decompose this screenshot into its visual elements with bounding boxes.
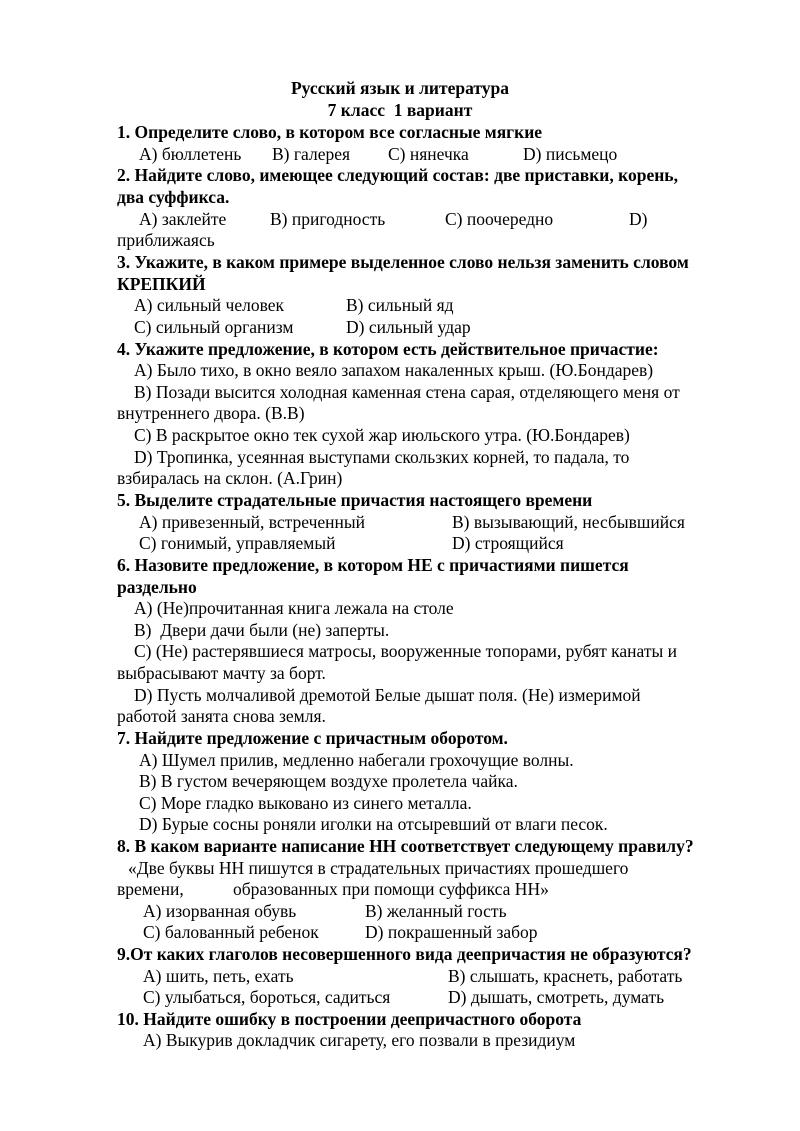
q7-option-c: С) Море гладко выковано из синего металла. xyxy=(139,793,472,813)
question-6-line-2: раздельно xyxy=(117,577,197,597)
q3-option-c: С) сильный организм xyxy=(134,317,294,337)
question-3-line-2: КРЕПКИЙ xyxy=(117,274,206,294)
q6-option-a: А) (Не)прочитанная книга лежала на столе xyxy=(134,598,454,618)
q9-option-b: В) слышать, краснеть, работать xyxy=(448,966,683,986)
question-5: 5. Выделите страдательные причастия настоящего времени xyxy=(117,490,593,510)
q7-option-a: А) Шумел прилив, медленно набегали грохочущие волны. xyxy=(139,750,574,770)
question-2-line-1: 2. Найдите слово, имеющее следующий состав: две приставки, корень, xyxy=(117,165,678,185)
q6-option-d: D) Пусть молчаливой дремотой Белые дышат поля. (Не) измеримой xyxy=(134,685,641,705)
question-10: 10. Найдите ошибку в построении деепричастного оборота xyxy=(117,1009,582,1029)
q6-option-c-continued: выбрасывают мачту за борт. xyxy=(117,663,326,683)
page-title: Русский язык и литература xyxy=(290,78,510,98)
q4-option-d-continued: взбиралась на склон. (А.Грин) xyxy=(117,468,343,488)
q10-option-a: А) Выкурив докладчик сигарету, его позвали в президиум xyxy=(143,1030,576,1050)
question-7: 7. Найдите предложение с причастным оборотом. xyxy=(117,728,508,748)
question-4: 4. Укажите предложение, в котором есть действительное причастие: xyxy=(117,339,659,359)
q4-option-c: С) В раскрытое окно тек сухой жар июльского утра. (Ю.Бондарев) xyxy=(134,425,630,445)
q3-option-a: А) сильный человек xyxy=(134,295,285,315)
q5-option-d: D) строящийся xyxy=(452,533,564,553)
q9-option-a: А) шить, петь, ехать xyxy=(143,966,294,986)
q6-option-b: В) Двери дачи были (не) заперты. xyxy=(134,620,390,640)
q4-option-d: D) Тропинка, усеянная выступами скользких корней, то падала, то xyxy=(134,447,630,467)
q8-option-c: С) балованный ребенок xyxy=(143,922,319,942)
q8-rule-line-2b: образованных при помощи суффикса НН» xyxy=(233,879,549,899)
q9-option-c: С) улыбаться, бороться, садиться xyxy=(143,987,391,1007)
q4-option-b: В) Позади высится холодная каменная стена сарая, отделяющего меня от xyxy=(134,382,680,402)
q8-option-b: В) желанный гость xyxy=(365,901,507,921)
question-3-line-1: 3. Укажите, в каком примере выделенное слово нельзя заменить словом xyxy=(117,252,689,272)
q7-option-b: В) В густом вечеряющем воздухе пролетела чайка. xyxy=(139,771,518,791)
q1-option-b: В) галерея xyxy=(272,144,351,164)
q2-option-a: А) заклейте xyxy=(139,209,227,229)
q5-option-b: В) вызывающий, несбывшийся xyxy=(452,512,685,532)
q2-option-b: В) пригодность xyxy=(270,209,386,229)
q8-option-d: D) покрашенный забор xyxy=(365,922,538,942)
q3-option-d: D) сильный удар xyxy=(346,317,471,337)
q5-option-a: А) привезенный, встреченный xyxy=(139,512,366,532)
q9-option-d: D) дышать, смотреть, думать xyxy=(448,987,665,1007)
q8-option-a: А) изорванная обувь xyxy=(143,901,297,921)
question-9: 9.От каких глаголов несовершенного вида деепричастия не образуются? xyxy=(117,944,692,964)
q3-option-b: В) сильный яд xyxy=(346,295,454,315)
q2-option-d-continued: приближаясь xyxy=(117,230,215,250)
q1-option-c: С) нянечка xyxy=(388,144,469,164)
q2-option-d: D) xyxy=(629,209,648,229)
q6-option-c: С) (Не) растерявшиеся матросы, вооруженные топорами, рубят канаты и xyxy=(134,641,677,661)
q1-option-d: D) письмецо xyxy=(523,144,618,164)
q8-rule-line-1: «Две буквы НН пишутся в страдательных причастиях прошедшего xyxy=(128,858,629,878)
q4-option-a: А) Было тихо, в окно веяло запахом накаленных крыш. (Ю.Бондарев) xyxy=(134,360,654,380)
page-subtitle: 7 класс 1 вариант xyxy=(327,100,473,120)
question-8: 8. В каком варианте написание НН соответствует следующему правилу? xyxy=(117,836,694,856)
q6-option-d-continued: работой занята снова земля. xyxy=(117,706,326,726)
q8-rule-line-2a: времени, xyxy=(117,879,184,899)
question-6-line-1: 6. Назовите предложение, в котором НЕ с причастиями пишется xyxy=(117,555,629,575)
question-2-line-2: два суффикса. xyxy=(117,187,230,207)
question-1: 1. Определите слово, в котором все согласные мягкие xyxy=(117,122,543,142)
q4-option-b-continued: внутреннего двора. (В.В) xyxy=(117,403,305,423)
q2-option-c: С) поочередно xyxy=(445,209,554,229)
q7-option-d: D) Бурые сосны роняли иголки на отсыревший от влаги песок. xyxy=(139,814,608,834)
q1-option-a: А) бюллетень xyxy=(139,144,242,164)
q5-option-c: С) гонимый, управляемый xyxy=(139,533,336,553)
